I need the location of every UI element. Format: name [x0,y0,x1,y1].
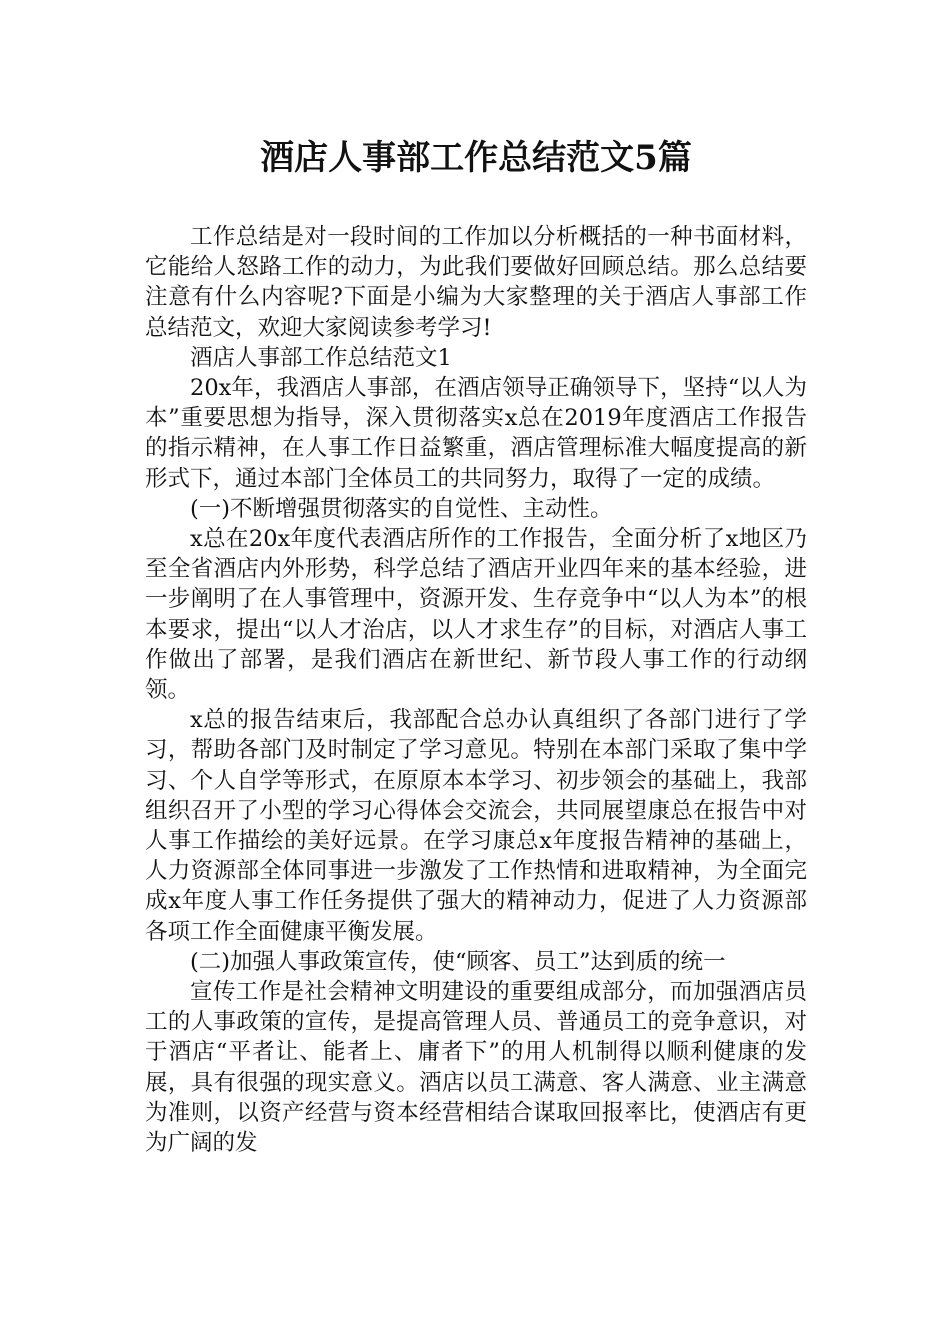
body-paragraph: 20x年，我酒店人事部，在酒店领导正确领导下，坚持“以人为本”重要思想为指导，深入贯彻落实x总在2019年度酒店工作报告的指示精神，在人事工作日益繁重，酒店管理标准大幅度提高的新形式下，通过本部门全体员工的共同努力，取得了一定的成绩。 [145,375,807,492]
body-paragraph: x总在20x年度代表酒店所作的工作报告，全面分析了x地区乃至全省酒店内外形势，科学总结了酒店开业四年来的基本经验，进一步阐明了在人事管理中，资源开发、生存竞争中“以人为本”的根本要求，提出“以人才治店，以人才求生存”的目标，对酒店人事工作做出了部署，是我们酒店在新世纪、新节段人事工作的行动纲领。 [145,526,807,704]
body-paragraph: x总的报告结束后，我部配合总办认真组织了各部门进行了学习，帮助各部门及时制定了学习意见。特别在本部门采取了集中学习、个人自学等形式，在原原本本学习、初步领会的基础上，我部组织召开了小型的学习心得体会交流会，共同展望康总在报告中对人事工作描绘的美好远景。在学习康总x年度报告精神的基础上，人力资源部全体同事进一步激发了工作热情和进取精神，为全面完成x年度人事工作任务提供了强大的精神动力，促进了人力资源部各项工作全面健康平衡发展。 [145,707,807,945]
document-page [145,128,807,1158]
document-body [145,222,807,1158]
subsection-heading: (二)加强人事政策宣传，使“顾客、员工”达到质的统一 [190,948,726,975]
subsection-heading: (一)不断增强贯彻落实的自觉性、主动性。 [190,495,613,522]
document-title: 酒店人事部工作总结范文5篇 [260,138,692,178]
intro-paragraph: 工作总结是对一段时间的工作加以分析概括的一种书面材料，它能给人怒路工作的动力，为此我们要做好回顾总结。那么总结要注意有什么内容呢?下面是小编为大家整理的关于酒店人事部工作总结范文，欢迎大家阅读参考学习! [145,224,807,341]
body-paragraph: 宣传工作是社会精神文明建设的重要组成部分，而加强酒店员工的人事政策的宣传，是提高管理人员、普通员工的竞争意识，对于酒店“平者让、能者上、庸者下”的用人机制得以顺利健康的发展，具有很强的现实意义。酒店以员工满意、客人满意、业主满意为准则，以资产经营与资本经营相结合谋取回报率比，使酒店有更为广阔的发 [145,979,807,1157]
section-heading: 酒店人事部工作总结范文1 [190,344,452,371]
